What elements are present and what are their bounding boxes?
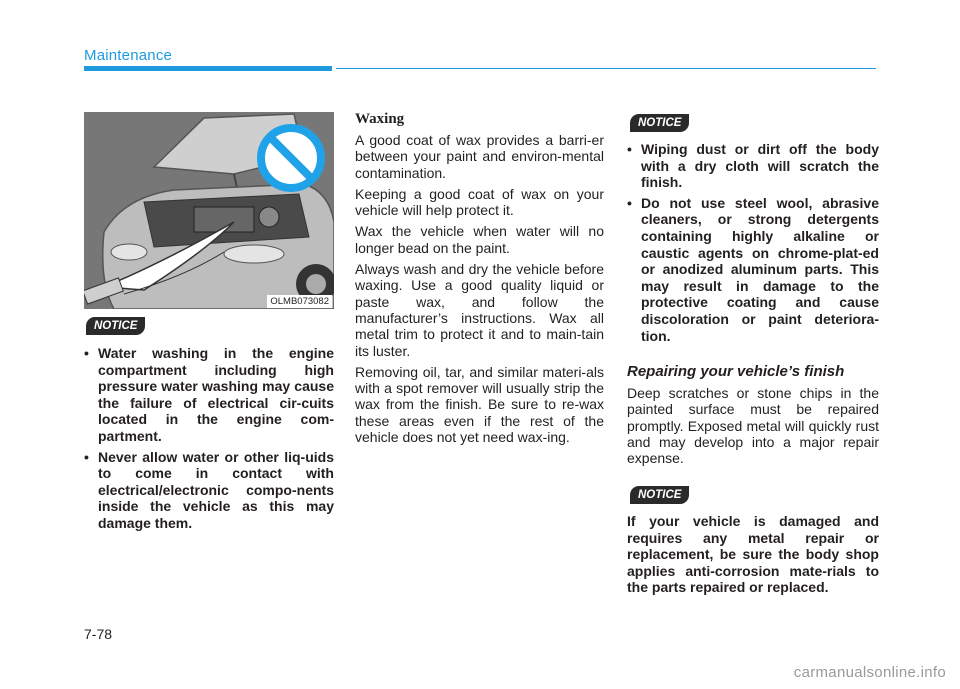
image-code: OLMB073082	[267, 295, 332, 308]
repair-notice-text: If your vehicle is damaged and requires any metal repair or replacement, be sure the body shop applies anti-corrosion mate-rials to the parts repaired or replaced.	[627, 513, 879, 596]
engine-washing-illustration	[84, 112, 334, 309]
column-middle	[355, 111, 604, 450]
paragraph: Wax the vehicle when water will no longer bead on the paint.	[355, 223, 604, 256]
header-rule	[336, 68, 876, 69]
paragraph: A good coat of wax provides a barri-er between your paint and environ-mental contamination.	[355, 132, 604, 181]
column-left	[84, 345, 334, 536]
paragraph: Removing oil, tar, and similar materi-als with a spot remover will usually strip the wax from the finish. Be sure to re-wax these areas even if the rest of the vehicle does not yet need wax-ing.	[355, 363, 604, 446]
column-right	[627, 141, 879, 348]
waxing-heading: Waxing	[355, 111, 405, 127]
car-hood-open-image	[84, 112, 334, 309]
paragraph: Always wash and dry the vehicle before waxing. Use a good quality liquid or paste wax, and follow the manufacturer’s instructions. Wax all metal trim to protect it and to main-tain its luster.	[355, 261, 604, 359]
notice-badge: NOTICE	[630, 114, 689, 132]
paragraph: Keeping a good coat of wax on your vehicle will help protect it.	[355, 185, 604, 219]
notice-bullet: • Do not use steel wool, abrasive cleaners, or strong detergents containing highly alkaline or caustic agents on chrome-plat-ed or anodized aluminum parts. This may result in damage to the protective coating and cause discoloration or paint deteriora-tion.	[627, 195, 879, 344]
notice-badge: NOTICE	[86, 317, 145, 335]
notice-badge: NOTICE	[630, 486, 689, 504]
section-title: Maintenance	[84, 47, 173, 64]
repair-notice	[627, 513, 879, 596]
watermark: carmanualsonline.info	[793, 664, 946, 681]
notice-bullet: • Wiping dust or dirt off the body with a dry cloth will scratch the finish.	[627, 141, 879, 191]
repair-paragraph: Deep scratches or stone chips in the painted surface must be repaired promptly. Exposed metal will quickly rust and may develop into a major repair expense.	[627, 385, 879, 467]
notice-bullet: • Never allow water or other liq-uids to come in contact with electrical/electronic compo-nents inside the vehicle as this may damage them.	[84, 449, 334, 532]
notice-bullet: • Water washing in the engine compartment including high pressure water washing may cause the failure of electrical cir-cuits located in the engine com-partment.	[84, 345, 334, 445]
repair-section	[627, 363, 879, 471]
header-rule-accent	[84, 66, 332, 71]
repair-heading: Repairing your vehicle’s finish	[627, 363, 845, 380]
page-number: 7-78	[84, 626, 113, 642]
